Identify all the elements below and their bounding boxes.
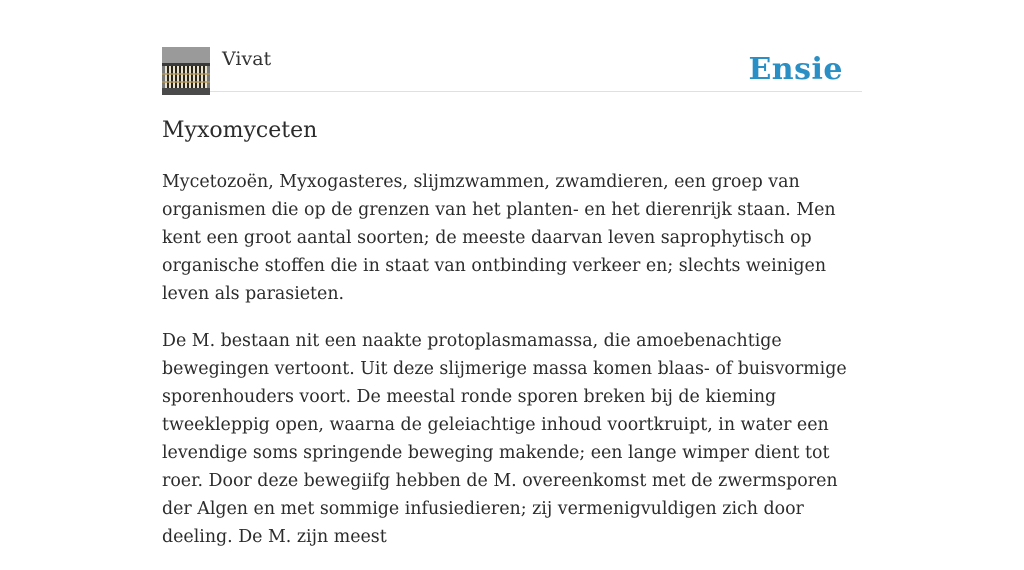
article-body xyxy=(162,168,862,570)
book-spines-avatar-icon xyxy=(162,47,210,95)
article-paragraph: Mycetozoën, Myxogasteres, slijmzwammen, zwamdieren, een groep van organismen die op de grenzen van het planten- en het dierenrijk staan. Men kent een groot aantal soorten; de meeste daarvan leven saprophytisch op organische stoffen die in staat van ontbinding verkeer en; slechts weinigen leven als parasieten. xyxy=(162,172,836,304)
article-paragraph: De M. bestaan nit een naakte protoplasmamassa, die amoebenachtige bewegingen vertoont. Uit deze slijmerige massa komen blaas- of buisvormige sporenhouders voort. De meestal ronde sporen breken bij de kieming tweekleppig open, waarna de geleiachtige inhoud voortkruipt, in water een levendige soms springende beweging makende; een lange wimper dient tot roer. Door deze bewegiifg hebben de M. overeenkomst met de zwermsporen der Algen en met sommige infusiedieren; zij vermenigvuldigen zich door deeling. De M. zijn meest xyxy=(162,331,847,547)
page-title: Myxomyceten xyxy=(162,118,318,143)
brand-logo-link[interactable]: Ensie xyxy=(748,52,843,87)
author-name-link[interactable]: Vivat xyxy=(222,48,272,70)
article-page xyxy=(162,0,862,547)
article-header xyxy=(162,45,862,92)
author-avatar[interactable] xyxy=(162,47,210,95)
